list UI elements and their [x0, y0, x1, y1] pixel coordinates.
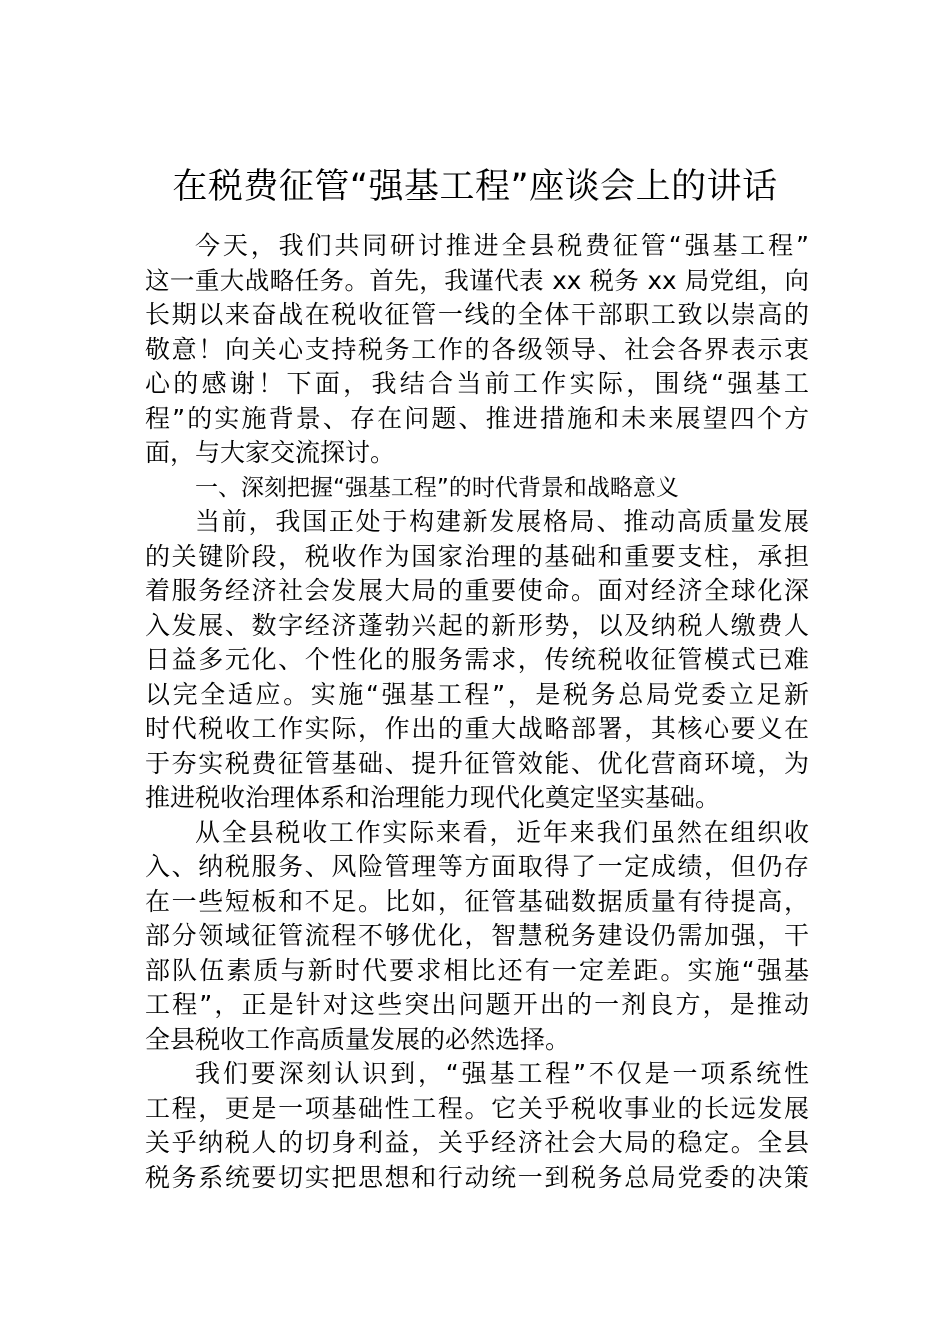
- paragraph-line: 的关键阶段，税收作为国家治理的基础和重要支柱，承担: [145, 541, 809, 571]
- paragraph-line: 敬意！向关心支持税务工作的各级领导、社会各界表示衷: [145, 334, 809, 364]
- section-heading: 一、深刻把握“强基工程”的时代背景和战略意义: [195, 474, 679, 501]
- paragraph-line: 日益多元化、个性化的服务需求，传统税收征管模式已难: [145, 645, 809, 674]
- paragraph-line: 当前，我国正处于构建新发展格局、推动高质量发展: [195, 507, 809, 536]
- paragraph-line: 部分领域征管流程不够优化，智慧税务建设仍需加强，干: [145, 921, 809, 950]
- paragraph-line: 部队伍素质与新时代要求相比还有一定差距。实施“强基: [145, 955, 809, 985]
- paragraph-line: 税务系统要切实把思想和行动统一到税务总局党委的决策: [145, 1162, 809, 1192]
- paragraph-line: 工程”，正是针对这些突出问题开出的一剂良方，是推动: [145, 990, 809, 1019]
- paragraph-line: 程”的实施背景、存在问题、推进措施和未来展望四个方: [145, 403, 809, 433]
- paragraph-line: 从全县税收工作实际来看，近年来我们虽然在组织收: [195, 817, 809, 847]
- paragraph-line: 着服务经济社会发展大局的重要使命。面对经济全球化深: [145, 576, 809, 605]
- paragraph-line: 以完全适应。实施“强基工程”，是税务总局党委立足新: [145, 679, 809, 709]
- paragraph-line: 推进税收治理体系和治理能力现代化奠定坚实基础。: [145, 783, 721, 812]
- paragraph-line: 时代税收工作实际，作出的重大战略部署，其核心要义在: [145, 714, 809, 743]
- paragraph-line: 在一些短板和不足。比如，征管基础数据质量有待提高，: [145, 886, 809, 916]
- paragraph-line: 面，与大家交流探讨。: [145, 438, 396, 467]
- paragraph-line: 入、纳税服务、风险管理等方面取得了一定成绩，但仍存: [145, 852, 809, 881]
- paragraph-line: 全县税收工作高质量发展的必然选择。: [145, 1024, 571, 1054]
- paragraph-line: 我们要深刻认识到，“强基工程”不仅是一项系统性: [195, 1059, 809, 1088]
- paragraph-line: 心的感谢！下面，我结合当前工作实际，围绕“强基工: [145, 369, 809, 398]
- paragraph-line: 工程，更是一项基础性工程。它关乎税收事业的长远发展: [145, 1093, 809, 1123]
- document-body: [145, 229, 809, 1195]
- paragraph-line: 今天，我们共同研讨推进全县税费征管“强基工程”: [195, 231, 809, 260]
- paragraph-line: 入发展、数字经济蓬勃兴起的新形势，以及纳税人缴费人: [145, 610, 809, 640]
- paragraph-line: 关乎纳税人的切身利益，关乎经济社会大局的稳定。全县: [145, 1128, 809, 1157]
- paragraph-line: 长期以来奋战在税收征管一线的全体干部职工致以崇高的: [145, 300, 809, 329]
- document-title: 在税费征管“强基工程”座谈会上的讲话: [172, 167, 778, 207]
- paragraph-line: 于夯实税费征管基础、提升征管效能、优化营商环境，为: [145, 748, 809, 778]
- paragraph-line: 这一重大战略任务。首先，我谨代表 xx 税务 xx 局党组，向: [145, 265, 809, 295]
